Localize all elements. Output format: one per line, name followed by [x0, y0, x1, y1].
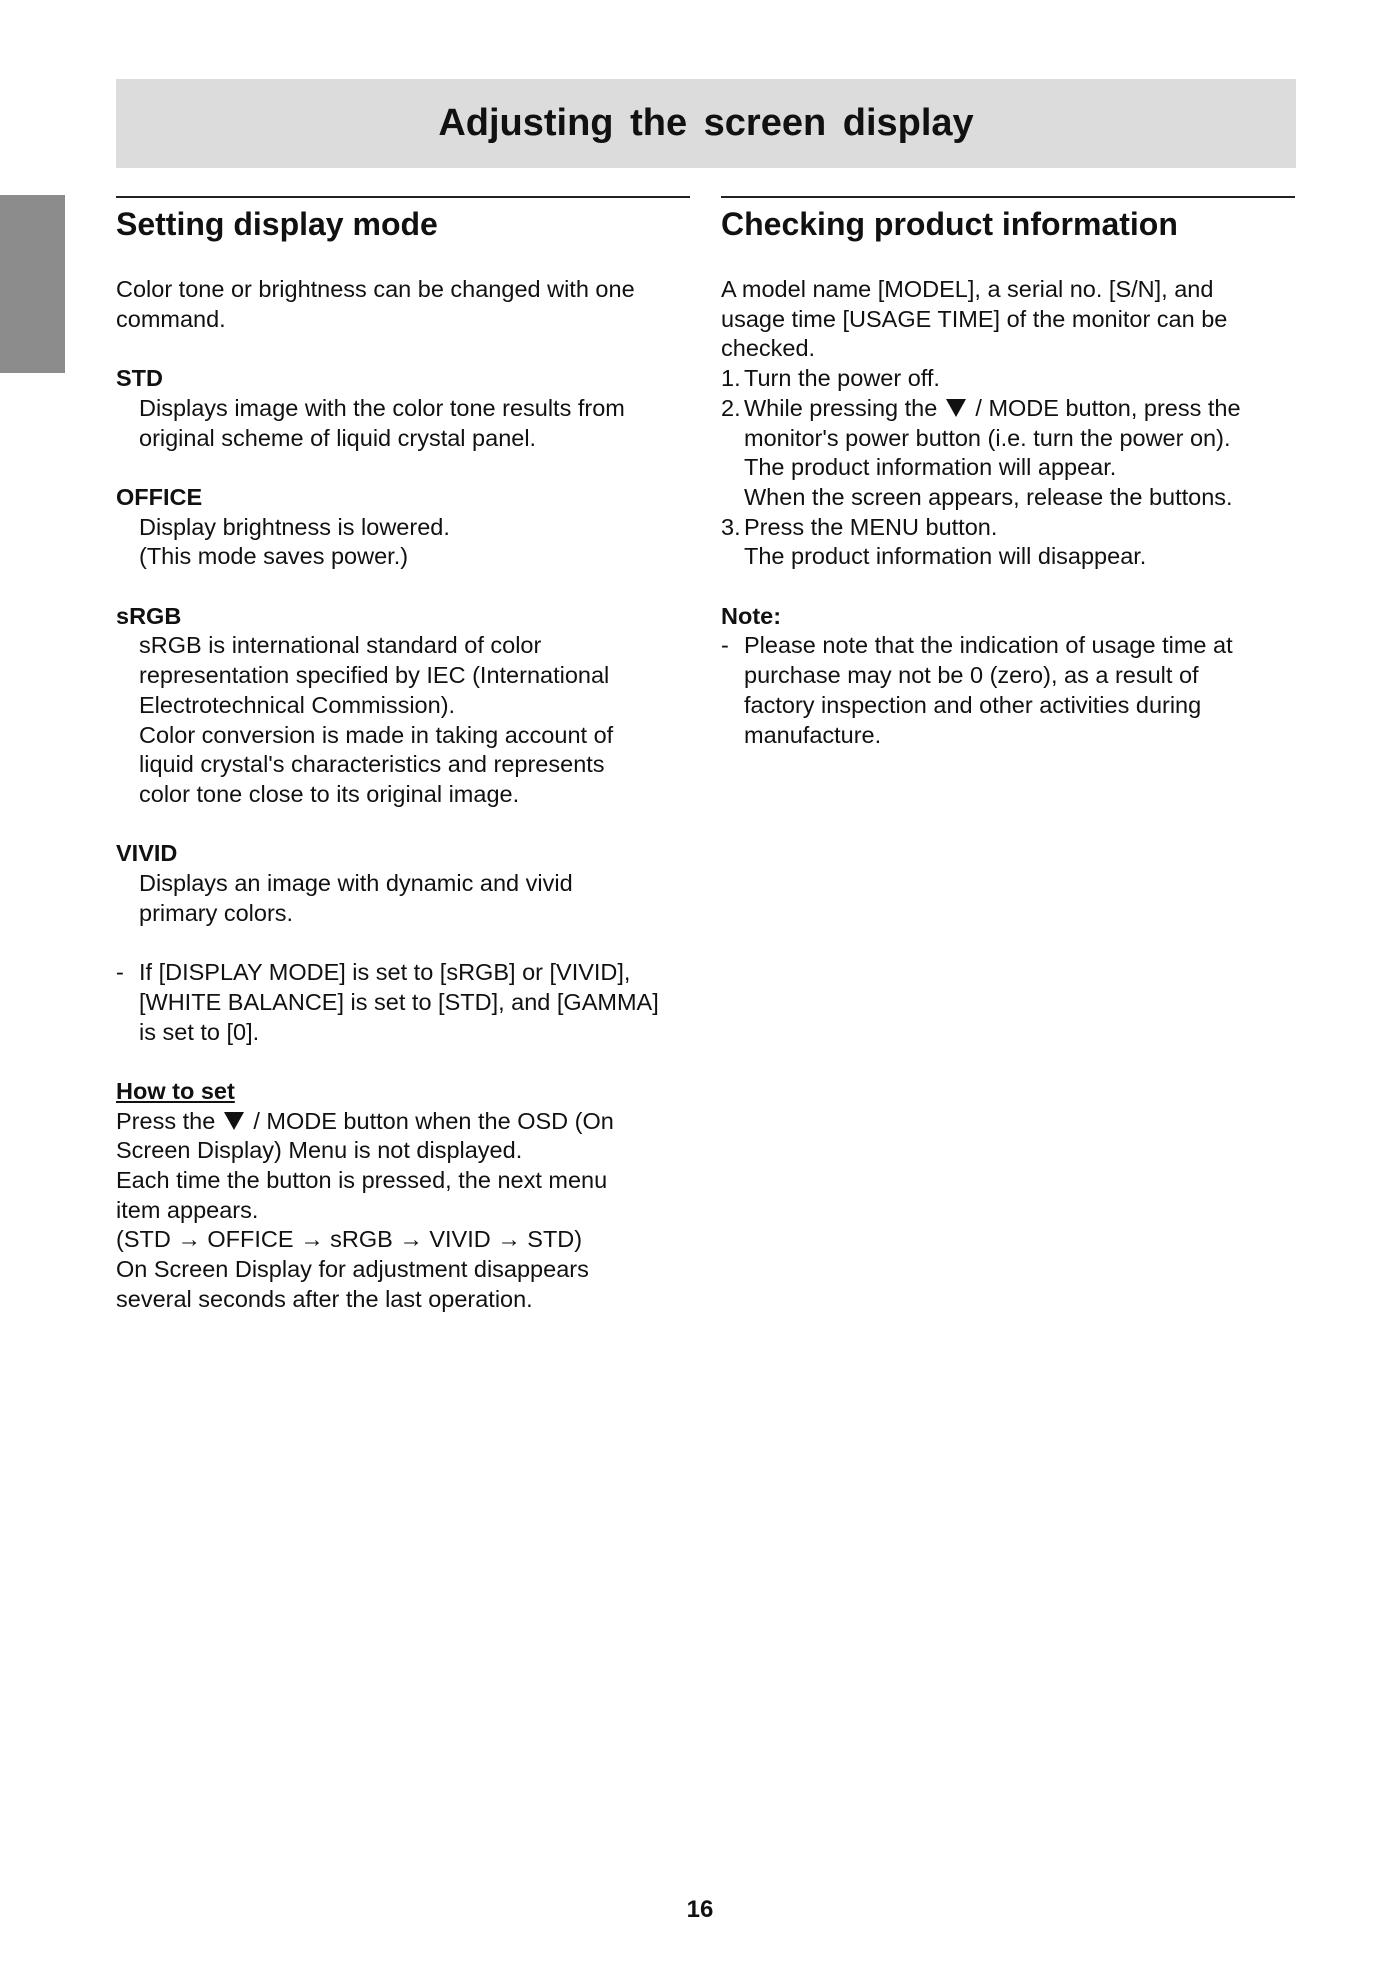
mode-term-srgb: sRGB [116, 602, 182, 629]
step-line: Turn the power off. [744, 365, 940, 392]
intro-line: Color tone or brightness can be changed with one [116, 276, 635, 302]
product-info-body [721, 275, 1295, 750]
note-line: manufacture. [744, 721, 882, 748]
how-to-line: several seconds after the last operation. [116, 1285, 533, 1312]
how-to-line: On Screen Display for adjustment disappears [116, 1256, 589, 1283]
left-column [116, 196, 690, 1315]
step-text: While pressing the [744, 394, 938, 421]
step-line: When the screen appears, release the buttons. [744, 483, 1233, 510]
note-line: Please note that the indication of usage time at [744, 632, 1233, 659]
mode-desc-line: Display brightness is lowered. [139, 513, 450, 540]
step-3 [721, 513, 1295, 572]
step-number: 3. [721, 513, 741, 540]
how-to-line: item appears. [116, 1196, 259, 1223]
down-triangle-icon [946, 399, 966, 417]
mode-desc-line: original scheme of liquid crystal panel. [139, 424, 537, 451]
step-line: Press the MENU button. [744, 513, 998, 540]
mode-term-std: STD [116, 365, 163, 392]
section-heading-display-mode: Setting display mode [116, 196, 690, 243]
title-banner [116, 79, 1296, 168]
usage-time-note [721, 631, 1295, 750]
how-to-line: Each time the button is pressed, the next menu [116, 1167, 608, 1193]
note-dash: - [721, 632, 729, 659]
mode-desc-line: color tone close to its original image. [139, 780, 520, 807]
note-line: is set to [0]. [139, 1018, 260, 1045]
section-tab-marker [0, 195, 65, 373]
step-number: 2. [721, 394, 741, 421]
step-1 [721, 364, 1295, 394]
how-to-text: Press the [116, 1107, 216, 1134]
how-to-line: Screen Display) Menu is not displayed. [116, 1137, 523, 1164]
mode-desc-line: primary colors. [139, 899, 294, 926]
mode-term-office: OFFICE [116, 483, 203, 510]
mode-desc-line: liquid crystal's characteristics and represents [139, 751, 605, 778]
step-2 [721, 394, 1295, 513]
mode-term-vivid: VIVID [116, 840, 178, 867]
how-to-text: / MODE button when the OSD (On [253, 1107, 614, 1134]
step-text: / MODE button, press the [975, 394, 1241, 421]
page-title: Adjusting the screen display [438, 102, 974, 144]
mode-desc-line: Displays image with the color tone results from [139, 394, 625, 421]
step-number: 1. [721, 365, 741, 392]
note-line: [WHITE BALANCE] is set to [STD], and [GAMMA] [139, 988, 659, 1015]
step-line: monitor's power button (i.e. turn the power on). [744, 424, 1231, 451]
intro-line: checked. [721, 335, 816, 362]
step-line: The product information will disappear. [744, 543, 1147, 570]
note-line: factory inspection and other activities during [744, 691, 1202, 718]
intro-line: A model name [MODEL], a serial no. [S/N], and [721, 276, 1214, 302]
note-dash: - [116, 959, 124, 986]
page-number: 16 [686, 1896, 714, 1923]
mode-desc-line: Color conversion is made in taking account of [139, 721, 614, 748]
how-to-set-heading: How to set [116, 1077, 235, 1104]
intro-line: usage time [USAGE TIME] of the monitor can be [721, 305, 1228, 332]
intro-line: command. [116, 305, 226, 332]
step-line: The product information will appear. [744, 454, 1117, 481]
display-mode-note [116, 958, 690, 1047]
mode-cycle-sequence: (STD → OFFICE → sRGB → VIVID → STD) [116, 1226, 583, 1253]
note-line: purchase may not be 0 (zero), as a result of [744, 662, 1199, 689]
mode-desc-line: sRGB is international standard of color [139, 632, 542, 659]
section-heading-product-info: Checking product information [721, 196, 1295, 243]
mode-desc-line: representation specified by IEC (International [139, 662, 610, 689]
note-line: If [DISPLAY MODE] is set to [sRGB] or [VIVID], [139, 959, 631, 986]
how-to-line [116, 1107, 690, 1137]
down-triangle-icon [224, 1112, 244, 1130]
step-line [744, 394, 1295, 424]
display-mode-body [116, 275, 690, 1315]
note-heading: Note: [721, 602, 782, 629]
right-column [721, 196, 1295, 750]
mode-desc-line: Electrotechnical Commission). [139, 691, 456, 718]
mode-desc-line: Displays an image with dynamic and vivid [139, 870, 573, 896]
mode-desc-line: (This mode saves power.) [139, 543, 409, 570]
